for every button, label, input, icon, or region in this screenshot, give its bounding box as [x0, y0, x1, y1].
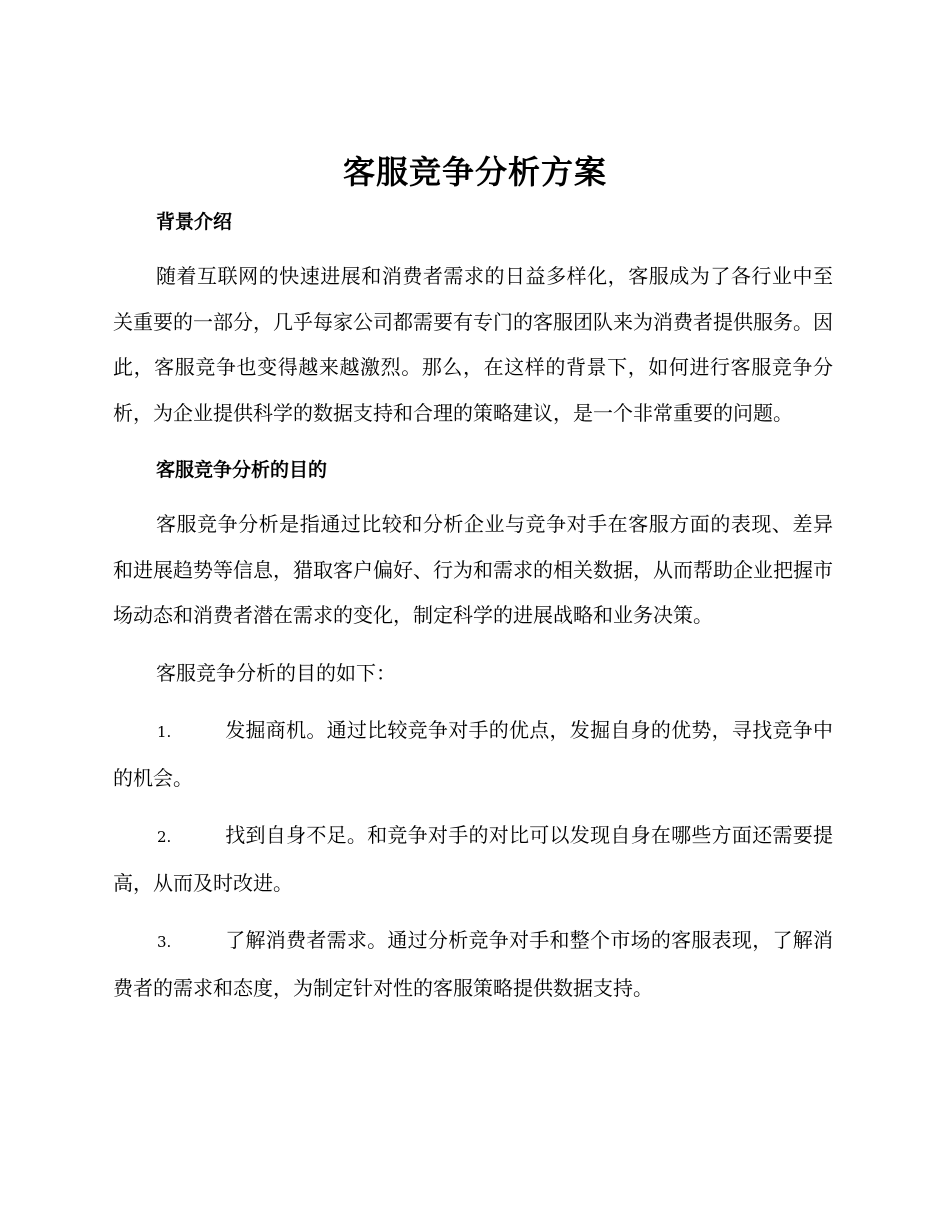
spacer [113, 244, 833, 254]
paragraph-purpose-definition: 客服竞争分析是指通过比较和分析企业与竞争对手在客服方面的表现、差异和进展趋势等信息，猎取客户偏好、行为和需求的相关数据，从而帮助企业把握市场动态和消费者潜在需求的变化，制定科学的进展战略和业务决策。 [113, 512, 833, 627]
list-item [113, 813, 833, 906]
spacer [113, 696, 833, 708]
spacer [113, 801, 833, 813]
paragraph-background: 随着互联网的快速进展和消费者需求的日益多样化，客服成为了各行业中至关重要的一部分，几乎每家公司都需要有专门的客服团队来为消费者提供服务。因此，客服竞争也变得越来越激烈。那么，在这样的背景下，如何进行客服竞争分析，为企业提供科学的数据支持和合理的策略建议，是一个非常重要的问题。 [113, 264, 833, 425]
spacer [113, 906, 833, 918]
document-title: 客服竞争分析方案 [342, 153, 607, 191]
spacer [113, 436, 833, 448]
section-heading-purpose: 客服竞争分析的目的 [156, 459, 328, 481]
list-item [113, 708, 833, 801]
document-body [113, 200, 833, 1011]
list-item-number: 1. [157, 723, 172, 741]
paragraph-purpose-intro: 客服竞争分析的目的如下： [156, 660, 396, 685]
list-item-text: 发掘商机。通过比较竞争对手的优点，发掘自身的优势，寻找竞争中的机会。 [113, 718, 833, 790]
list-item-number: 3. [157, 933, 172, 951]
section-heading-background: 背景介绍 [156, 211, 233, 233]
list-item-text: 找到自身不足。和竞争对手的对比可以发现自身在哪些方面还需要提高，从而及时改进。 [113, 823, 833, 895]
spacer [113, 639, 833, 651]
list-item [113, 918, 833, 1011]
list-item-text: 了解消费者需求。通过分析竞争对手和整个市场的客服表现，了解消费者的需求和态度，为制定针对性的客服策略提供数据支持。 [113, 928, 833, 1000]
spacer [113, 492, 833, 502]
list-item-number: 2. [157, 828, 172, 846]
